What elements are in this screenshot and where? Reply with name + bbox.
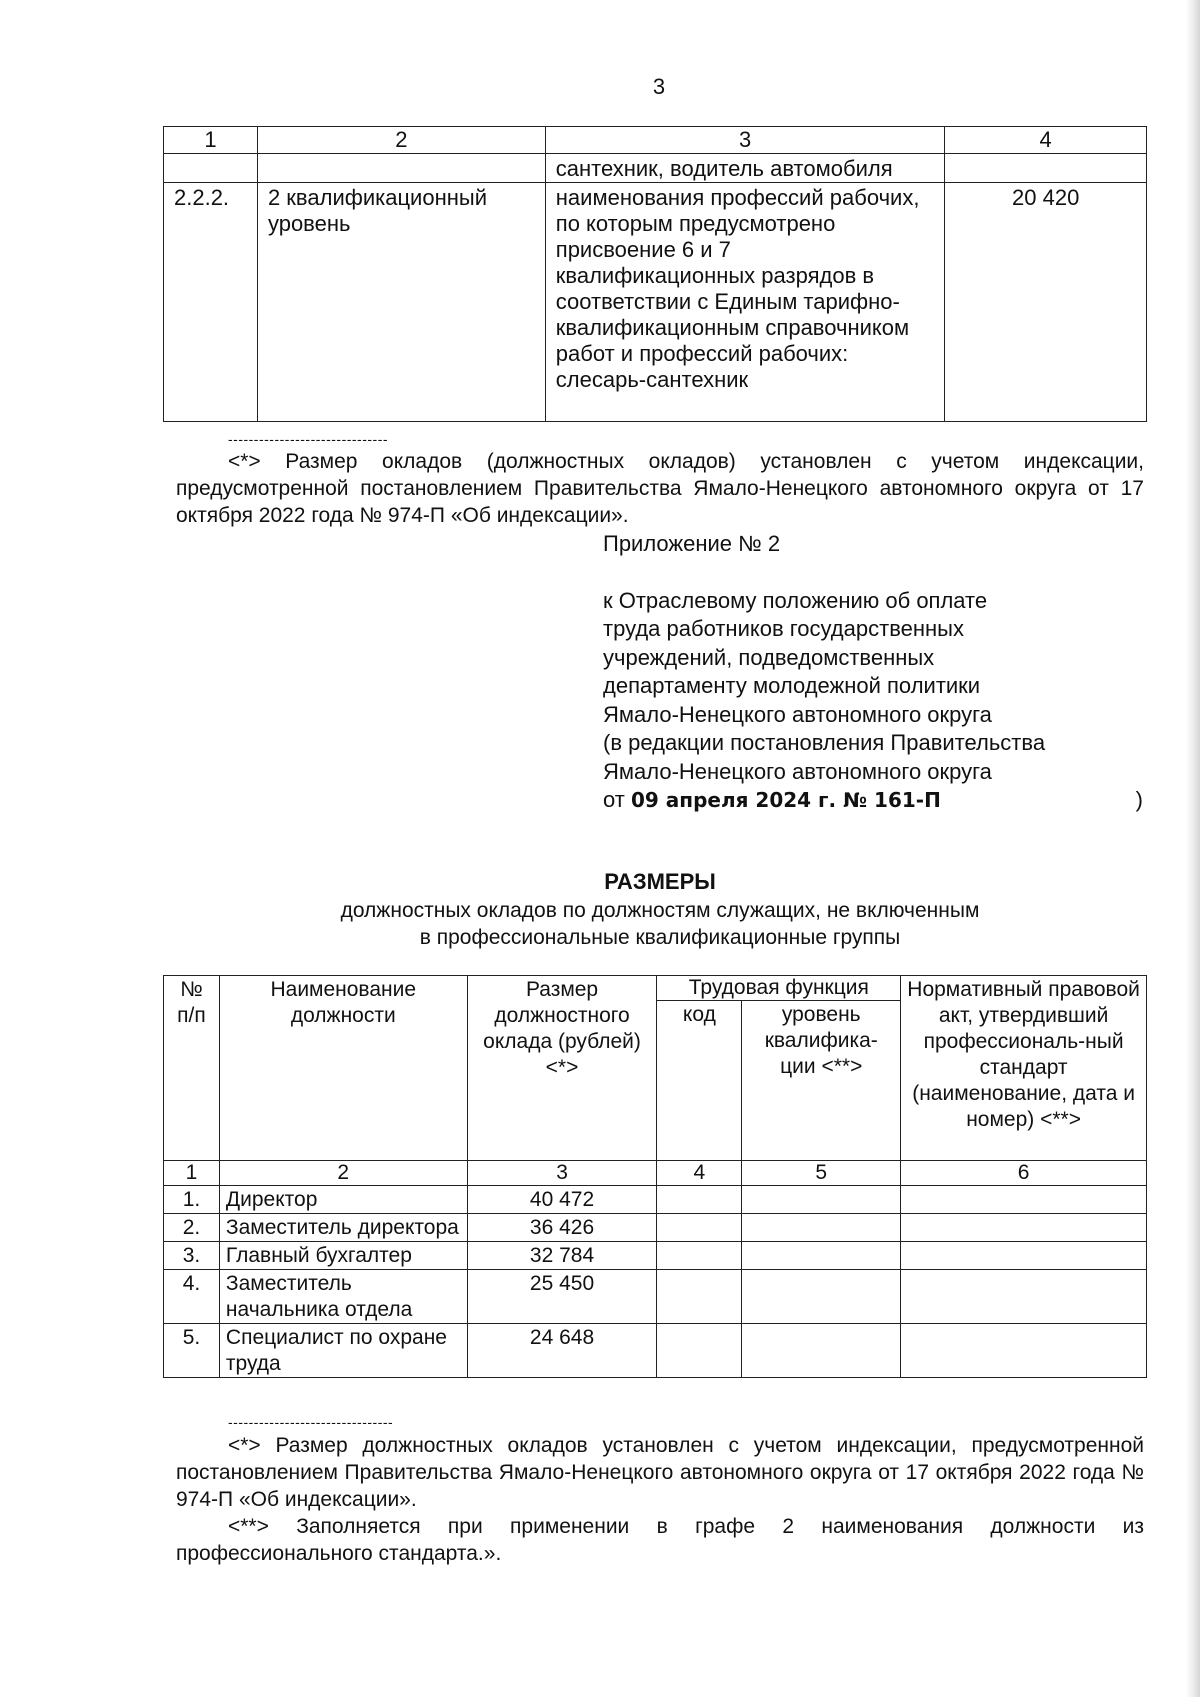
row-number: 2. — [164, 1214, 220, 1242]
footnotes — [176, 1432, 1144, 1567]
column-number: 5 — [742, 1161, 901, 1186]
appendix-date-line — [603, 786, 1143, 815]
appendix-line: к Отраслевому положению об оплате — [603, 587, 988, 613]
position-name: Заместитель директора — [219, 1214, 467, 1242]
column-number: 1 — [164, 127, 258, 154]
resolution-date: 09 апреля 2024 г. № 161-П — [630, 788, 941, 812]
column-number: 3 — [545, 127, 945, 154]
row-number: 4. — [164, 1270, 220, 1324]
table-cell: сантехник, водитель автомобиля — [545, 154, 945, 183]
table-header-row — [164, 976, 1147, 1001]
salary-value: 36 426 — [467, 1214, 657, 1242]
appendix-line: Ямало-Ненецкого автономного округа — [603, 758, 992, 784]
section-title: РАЗМЕРЫ — [604, 869, 716, 894]
table-row — [164, 1186, 1147, 1214]
header-labor-function: Трудовая функция — [657, 976, 901, 1001]
column-number: 6 — [901, 1161, 1147, 1186]
subtitle-line: в профессиональные квалификационные группы — [419, 926, 901, 949]
salary-value: 20 420 — [945, 183, 1147, 422]
appendix-header — [603, 530, 1143, 815]
appendix-line: департаменту молодежной политики — [603, 673, 981, 698]
footnote-separator: -------------------------------- — [228, 1414, 394, 1430]
position-name: Заместитель начальника отдела — [219, 1270, 467, 1324]
table-row — [164, 1324, 1147, 1378]
salary-value: 32 784 — [467, 1242, 657, 1270]
qualification-level: 2 квалификационный уровень — [257, 183, 545, 422]
appendix-title: Приложение № 2 — [603, 531, 781, 556]
table-row — [164, 1214, 1147, 1242]
appendix-line: (в редакции постановления Правительства — [603, 730, 1046, 755]
appendix-line: труда работников государственных — [603, 616, 964, 641]
table-header-row — [164, 127, 1147, 154]
position-name: Главный бухгалтер — [219, 1242, 467, 1270]
salary-table-continued — [163, 126, 1147, 422]
header-code: код — [657, 1001, 742, 1161]
table-row — [164, 1242, 1147, 1270]
row-number: 2.2.2. — [164, 183, 258, 422]
table-index-row — [164, 1161, 1147, 1186]
row-number: 3. — [164, 1242, 220, 1270]
row-number: 1. — [164, 1186, 220, 1214]
appendix-line: учреждений, подведомственных — [603, 644, 935, 670]
table-row — [164, 183, 1147, 422]
position-name: Специалист по охране труда — [219, 1324, 467, 1378]
footnote — [176, 448, 1144, 529]
column-number: 1 — [164, 1161, 220, 1186]
salary-value: 25 450 — [467, 1270, 657, 1324]
footnote-text: <**> Заполняется при применении в графе 2 наименования должности из профессионального стандарта.». — [176, 1515, 1144, 1565]
header-position-name: Наименование должности — [219, 976, 467, 1161]
salary-table — [163, 975, 1147, 1378]
column-number: 4 — [945, 127, 1147, 154]
column-number: 2 — [257, 127, 545, 154]
subtitle-line: должностных окладов по должностям служащих, не включенным — [340, 899, 980, 922]
header-qualification-level: уровень квалифика-ции <**> — [742, 1001, 901, 1161]
salary-value: 40 472 — [467, 1186, 657, 1214]
header-salary: Размер должностного оклада (рублей) <*> — [467, 976, 657, 1161]
column-number: 3 — [467, 1161, 657, 1186]
footnote-text: <*> Размер окладов (должностных окладов) установлен с учетом индексации, предусмотренной постановлением Правительства Ямало-Ненецкого автономного округа от 17 октября 2022 года № 974-П «Об индексации». — [176, 450, 1144, 527]
salary-value: 24 648 — [467, 1324, 657, 1378]
header-num: № п/п — [164, 976, 220, 1161]
column-number: 2 — [219, 1161, 467, 1186]
date-prefix: от — [603, 787, 625, 812]
appendix-line: Ямало-Ненецкого автономного округа — [603, 701, 992, 727]
footnote-separator: ------------------------------- — [228, 431, 389, 447]
header-normative-act: Нормативный правовой акт, утвердивший профессиональ-ный стандарт (наименование, дата и номер) <**> — [901, 976, 1147, 1161]
footnote-text: <*> Размер должностных окладов установлен с учетом индексации, предусмотренной постановлением Правительства Ямало-Ненецкого автономного округа от 17 октября 2022 года № 974-П «Об индексации». — [176, 1434, 1144, 1511]
profession-description: наименования профессий рабочих, по которым предусмотрено присвоение 6 и 7 квалификационных разрядов в соответствии с Единым тарифно-квалификационным справочником работ и профессий рабочих: слесарь-сантехник — [545, 183, 945, 422]
section-subtitle — [0, 897, 1200, 951]
table-row — [164, 154, 1147, 183]
position-name: Директор — [219, 1186, 467, 1214]
table-row — [164, 1270, 1147, 1324]
row-number: 5. — [164, 1324, 220, 1378]
page-edge-shadow — [1186, 0, 1200, 1697]
closing-paren: ) — [1135, 787, 1143, 812]
column-number: 4 — [657, 1161, 742, 1186]
page-number: 3 — [652, 74, 666, 99]
